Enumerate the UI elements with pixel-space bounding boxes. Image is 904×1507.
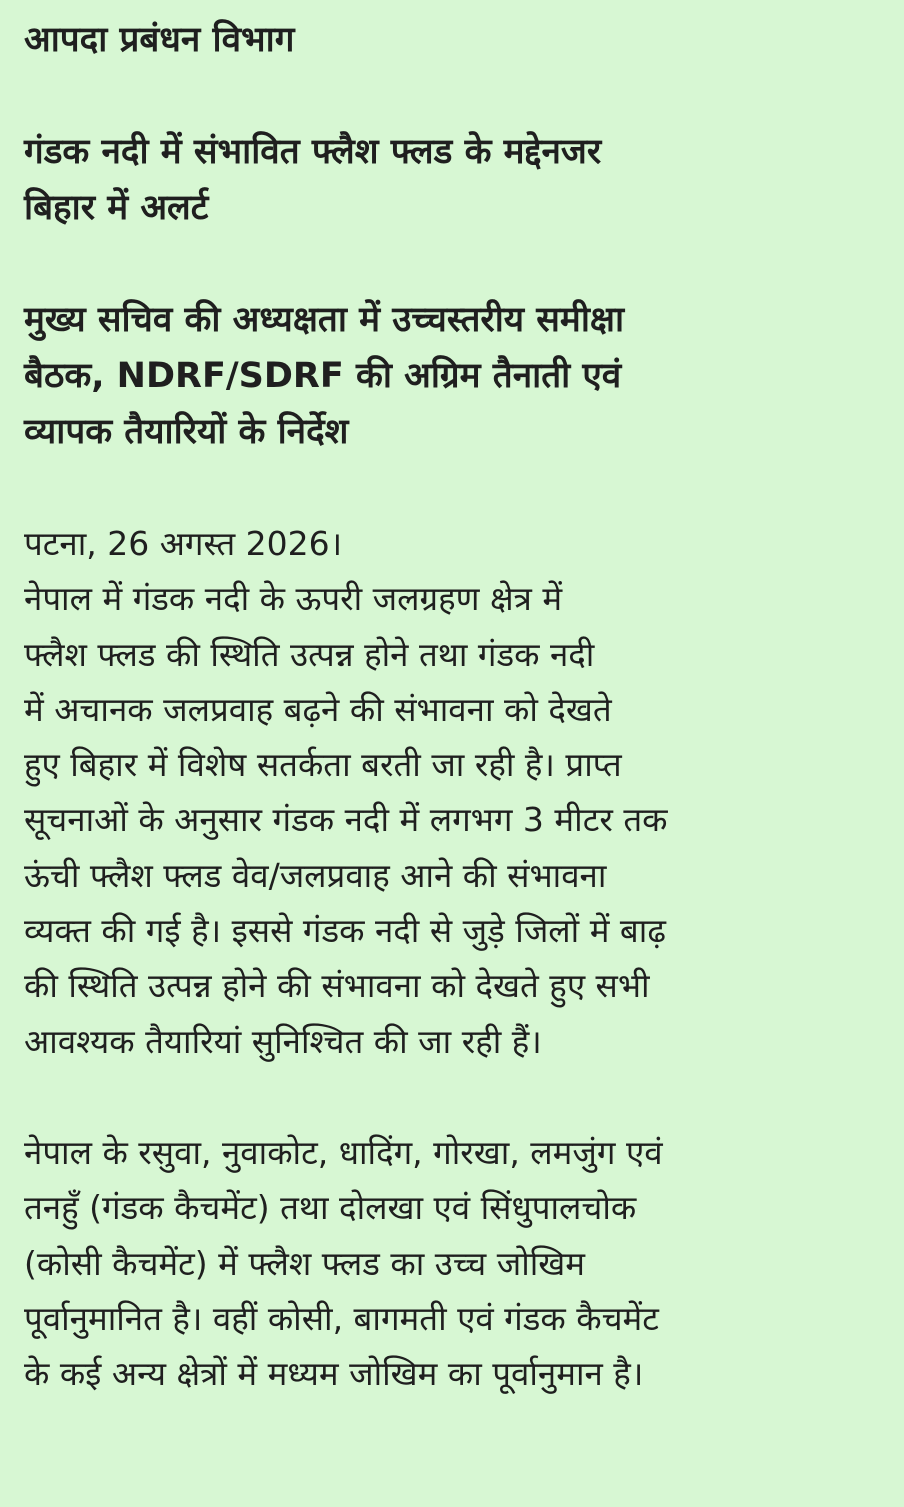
paragraph-risk-forecast <box>24 1125 874 1401</box>
headline-review-line: मुख्य सचिव की अध्यक्षता में उच्चस्तरीय समीक्षा <box>24 300 625 340</box>
spacer <box>24 1069 874 1125</box>
paragraph-line: व्यक्त की गई है। इससे गंडक नदी से जुड़े जिलों में बाढ़ <box>24 911 666 951</box>
paragraph-line: नेपाल में गंडक नदी के ऊपरी जलग्रहण क्षेत्र में <box>24 579 563 619</box>
headline-review-meeting <box>24 292 874 460</box>
paragraph-line: में अचानक जलप्रवाह बढ़ने की संभावना को देखते <box>24 689 612 729</box>
paragraph-line: आवश्यक तैयारियां सुनिश्चित की जा रही हैं। <box>24 1021 542 1061</box>
paragraph-line: (कोसी कैचमेंट) में फ्लैश फ्लड का उच्च जोखिम <box>24 1243 586 1283</box>
paragraph-line: सूचनाओं के अनुसार गंडक नदी में लगभग 3 मीटर तक <box>24 800 668 840</box>
paragraph-line: पूर्वानुमानित है। वहीं कोसी, बागमती एवं गंडक कैचमेंट <box>24 1298 659 1338</box>
department-title: आपदा प्रबंधन विभाग <box>24 20 295 60</box>
headline-review-line: व्यापक तैयारियों के निर्देश <box>24 412 349 452</box>
headline-review-line: बैठक, NDRF/SDRF की अग्रिम तैनाती एवं <box>24 356 622 396</box>
headline-alert <box>24 124 874 236</box>
paragraph-line: ऊंची फ्लैश फ्लड वेव/जलप्रवाह आने की संभावना <box>24 855 607 895</box>
paragraph-line: नेपाल के रसुवा, नुवाकोट, धादिंग, गोरखा, लमजुंग एवं <box>24 1132 663 1172</box>
paragraph-line: के कई अन्य क्षेत्रों में मध्यम जोखिम का पूर्वानुमान है। <box>24 1354 644 1394</box>
headline-alert-line: गंडक नदी में संभावित फ्लैश फ्लड के मद्देनजर <box>24 132 602 172</box>
spacer <box>24 460 874 516</box>
headline-alert-line: बिहार में अलर्ट <box>24 188 209 228</box>
spacer <box>24 68 874 124</box>
paragraph-line: तनहुँ (गंडक कैचमेंट) तथा दोलखा एवं सिंधुपालचोक <box>24 1188 637 1228</box>
paragraph-line: हुए बिहार में विशेष सतर्कता बरती जा रही है। प्राप्त <box>24 745 622 785</box>
paragraph-line: फ्लैश फ्लड की स्थिति उत्पन्न होने तथा गंडक नदी <box>24 634 595 674</box>
paragraph-line: की स्थिति उत्पन्न होने की संभावना को देखते हुए सभी <box>24 966 650 1006</box>
dateline: पटना, 26 अगस्त 2026। <box>24 524 343 563</box>
paragraph-situation <box>24 516 874 1069</box>
spacer <box>24 236 874 292</box>
